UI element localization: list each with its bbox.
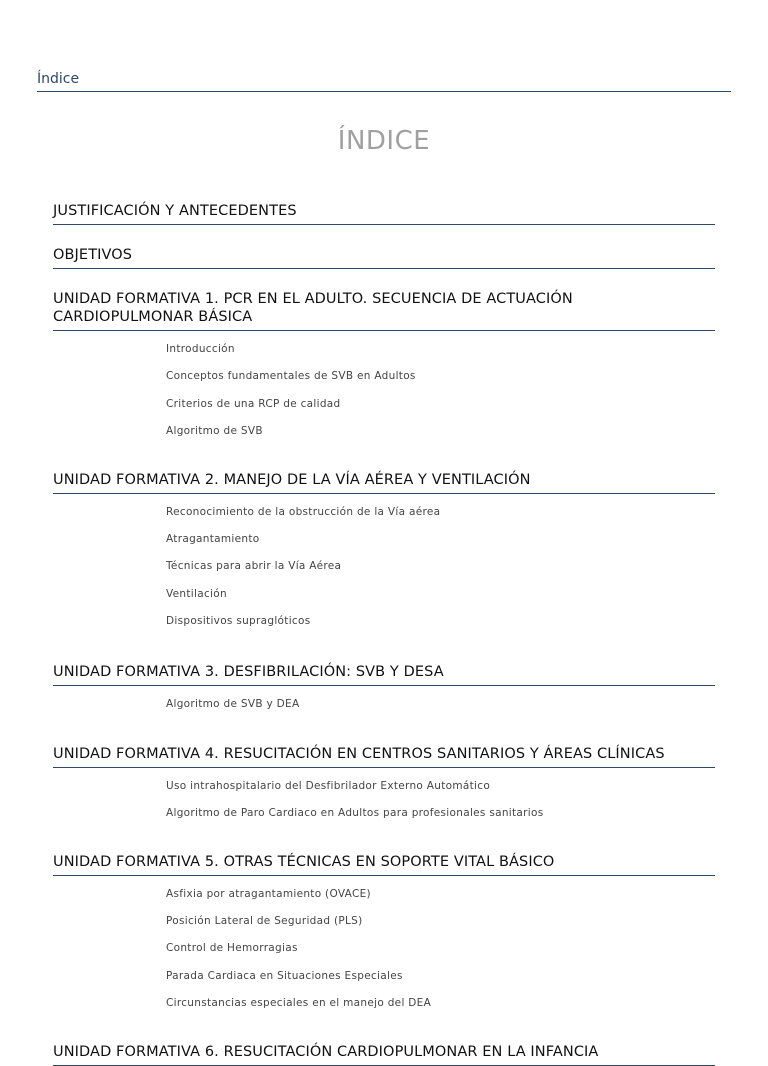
- toc-section-heading[interactable]: JUSTIFICACIÓN Y ANTECEDENTES: [53, 202, 715, 225]
- toc-subitem[interactable]: Posición Lateral de Seguridad (PLS): [166, 915, 363, 928]
- page-header: [37, 68, 731, 92]
- toc-section-heading[interactable]: OBJETIVOS: [53, 246, 715, 269]
- toc-section: [53, 745, 715, 834]
- header-title: Índice: [37, 71, 80, 87]
- toc-section: [53, 471, 715, 642]
- toc-section: [53, 290, 715, 452]
- toc-subitem[interactable]: Ventilación: [166, 587, 227, 600]
- toc-section-heading[interactable]: UNIDAD FORMATIVA 3. DESFIBRILACIÓN: SVB Y DESA: [53, 663, 715, 686]
- table-of-contents: [53, 182, 715, 1066]
- toc-subitem[interactable]: Técnicas para abrir la Vía Aérea: [166, 560, 342, 573]
- toc-subitem[interactable]: Algoritmo de Paro Cardiaco en Adultos para profesionales sanitarios: [166, 807, 544, 820]
- toc-subitem-list: [53, 686, 715, 724]
- toc-title: ÍNDICE: [337, 126, 431, 156]
- toc-subitem[interactable]: Uso intrahospitalario del Desfibrilador Externo Automático: [166, 779, 491, 792]
- toc-subitem[interactable]: Parada Cardiaca en Situaciones Especiales: [166, 969, 403, 982]
- toc-subitem[interactable]: Introducción: [166, 343, 235, 355]
- toc-subitem[interactable]: Dispositivos supraglóticos: [166, 615, 311, 628]
- toc-section: [53, 663, 715, 724]
- toc-subitem-list: [53, 768, 715, 834]
- toc-section: [53, 853, 715, 1024]
- toc-subitem[interactable]: Circunstancias especiales en el manejo del DEA: [166, 997, 432, 1010]
- toc-subitem[interactable]: Asfixia por atragantamiento (OVACE): [166, 887, 371, 900]
- toc-subitem[interactable]: Algoritmo de SVB y DEA: [166, 697, 300, 710]
- toc-subitem-list: [53, 876, 715, 1024]
- toc-section: [53, 246, 715, 269]
- toc-subitem[interactable]: Algoritmo de SVB: [166, 425, 263, 438]
- toc-section-heading[interactable]: UNIDAD FORMATIVA 5. OTRAS TÉCNICAS EN SOPORTE VITAL BÁSICO: [53, 853, 715, 876]
- toc-subitem[interactable]: Reconocimiento de la obstrucción de la Vía aérea: [166, 505, 441, 518]
- toc-subitem-list: [53, 494, 715, 642]
- toc-section-heading[interactable]: UNIDAD FORMATIVA 1. PCR EN EL ADULTO. SECUENCIA DE ACTUACIÓN CARDIOPULMONAR BÁSICA: [53, 290, 715, 331]
- toc-subitem[interactable]: Atragantamiento: [166, 532, 260, 545]
- toc-subitem-list: [53, 331, 715, 452]
- toc-subitem[interactable]: Control de Hemorragias: [166, 942, 298, 955]
- toc-section: [53, 1043, 715, 1066]
- toc-subitem[interactable]: Conceptos fundamentales de SVB en Adultos: [166, 370, 416, 383]
- toc-section: [53, 202, 715, 225]
- toc-section-heading[interactable]: UNIDAD FORMATIVA 2. MANEJO DE LA VÍA AÉREA Y VENTILACIÓN: [53, 471, 715, 494]
- toc-section-heading[interactable]: UNIDAD FORMATIVA 4. RESUCITACIÓN EN CENTROS SANITARIOS Y ÁREAS CLÍNICAS: [53, 745, 715, 768]
- toc-section-heading[interactable]: UNIDAD FORMATIVA 6. RESUCITACIÓN CARDIOPULMONAR EN LA INFANCIA: [53, 1043, 715, 1066]
- toc-subitem[interactable]: Criterios de una RCP de calidad: [166, 397, 341, 410]
